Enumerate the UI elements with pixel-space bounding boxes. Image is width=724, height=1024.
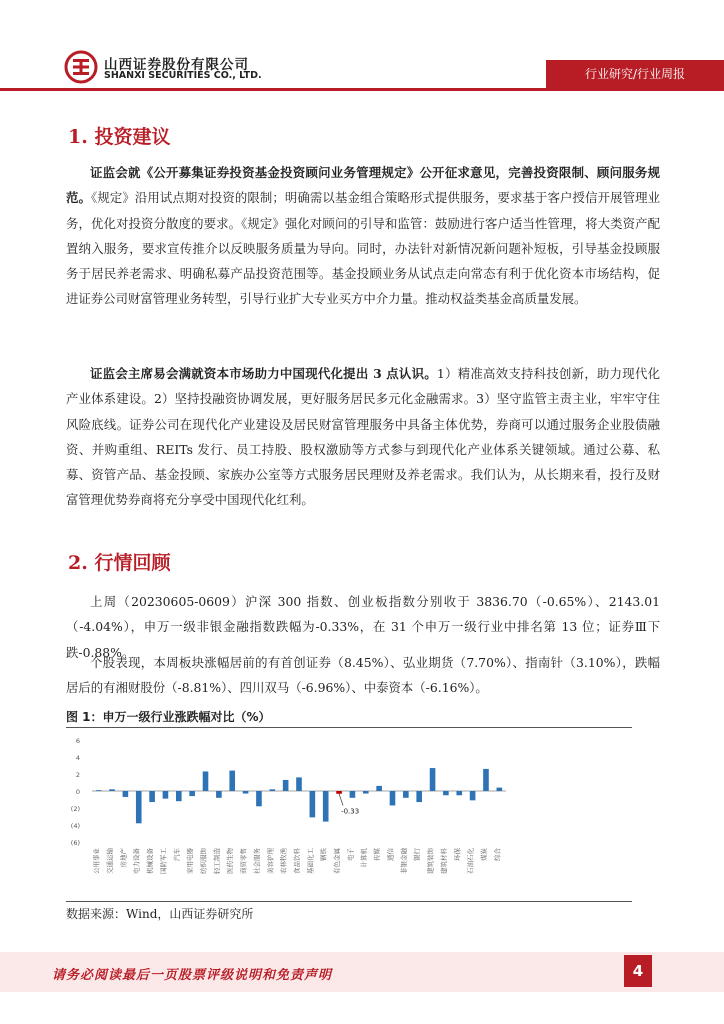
y-tick-label: (2)	[70, 805, 80, 813]
y-tick-label: (4)	[70, 822, 80, 830]
bar-石油石化	[470, 791, 476, 800]
y-tick-label: (6)	[70, 839, 80, 847]
section-heading-market-review: 2. 行情回顾	[68, 552, 171, 574]
bar-电子	[350, 791, 356, 798]
bar-食品饮料	[296, 777, 302, 791]
bar-家用电器	[189, 791, 195, 796]
x-tick-label: 房地产	[119, 848, 128, 868]
header-divider	[0, 88, 724, 91]
x-tick-label: 银行	[413, 848, 422, 861]
x-tick-label: 钢铁	[319, 848, 328, 861]
x-tick-label: 煤炭	[479, 848, 488, 861]
x-tick-label: 美容护理	[266, 848, 275, 874]
x-tick-label: 家用电器	[186, 848, 195, 874]
y-tick-label: 4	[75, 754, 80, 762]
bar-纺织服饰	[203, 771, 209, 791]
company-logo-icon	[64, 50, 98, 84]
bar-汽车	[176, 791, 182, 801]
paragraph-stock-performance: 个股表现，本周板块涨幅居前的有首创证券（8.45%）、弘业期货（7.70%）、指南针（3.10%），跌幅居后的有湘财股份（-8.81%）、四川双马（-6.96%）、中泰资本（-6.16%）。	[66, 655, 660, 696]
x-tick-label: 公用事业	[92, 848, 101, 874]
bar-轻工制造	[216, 791, 222, 798]
report-type-label: 行业研究/行业周报	[546, 60, 724, 88]
bar-公用事业	[96, 790, 102, 791]
paragraph-lead: 证监会主席易会满就资本市场助力中国现代化提出 3 点认识。	[90, 366, 437, 381]
x-tick-label: 机械设备	[146, 848, 155, 874]
bar-煤炭	[483, 769, 489, 791]
bar-基础化工	[310, 791, 316, 817]
x-tick-label: 农林牧渔	[279, 848, 288, 874]
x-tick-label: 社会服务	[252, 848, 261, 874]
x-tick-label: 通信	[386, 848, 395, 861]
page-number: 4	[624, 955, 652, 987]
x-tick-label: 环保	[453, 848, 462, 861]
paragraph-index-review: 上周（20230605-0609）沪深 300 指数、创业板指数分别收于 3836.70（-0.65%）、2143.01（-4.04%），申万一级非银金融指数跌幅为-0.33%，在 31 个申万一级行业中排名第 13 位；证券Ⅲ下跌-0.88%。	[66, 594, 660, 660]
company-name-en: SHANXI SECURITIES CO., LTD.	[104, 70, 262, 81]
x-tick-label: 轻工制造	[212, 848, 221, 874]
bar-医药生物	[229, 771, 235, 791]
disclaimer-notice: 请务必阅读最后一页股票评级说明和免责声明	[52, 968, 333, 983]
page-header	[0, 0, 724, 90]
y-tick-label: 6	[75, 737, 80, 745]
x-tick-label: 商贸零售	[239, 848, 248, 874]
x-tick-label: 石油石化	[466, 848, 475, 874]
paragraph-lead: 证监会就《公开募集证券投资基金投资顾问业务管理规定》公开征求意见，完善投资限制、顾问服务规范。	[66, 165, 660, 206]
bar-钢铁	[323, 791, 329, 822]
x-tick-label: 综合	[493, 848, 502, 861]
bar-非银金融	[403, 791, 409, 798]
bar-电力设备	[136, 791, 142, 823]
x-tick-label: 非银金融	[399, 848, 408, 874]
bar-环保	[456, 791, 462, 795]
x-tick-label: 食品饮料	[293, 848, 301, 874]
x-tick-label: 国防军工	[159, 848, 168, 874]
x-tick-label: 建筑装饰	[426, 848, 435, 874]
paragraph-body: 《规定》沿用试点期对投资的限制；明确需以基金组合策略形式提供服务，要求基于客户授信开展管理业务，优化对投资分散度的要求。《规定》强化对顾问的引导和监管：鼓励进行客户适当性管理，将大类资产配置纳入服务，要求宣传推介以反映服务质量为导向。同时，办法针对新情况新问题补短板，引导基金投顾服务于居民养老需求、明确私募产品投资范围等。基金投顾业务从试点走向常态有利于优化资本市场结构，促进证券公司财富管理业务转型，引导行业扩大专业买方中介力量。推动权益类基金高质量发展。	[66, 190, 660, 307]
x-tick-label: 电力设备	[132, 848, 141, 874]
figure-top-rule	[66, 727, 632, 728]
bar-建筑材料	[443, 791, 449, 795]
data-label-highlight: -0.33	[341, 807, 360, 816]
x-tick-label: 交通运输	[106, 848, 115, 874]
bar-国防军工	[163, 791, 169, 799]
bar-计算机	[363, 791, 369, 794]
section-heading-investment: 1. 投资建议	[68, 126, 171, 148]
bar-通信	[390, 791, 396, 805]
y-tick-label: 0	[75, 788, 80, 796]
x-tick-label: 医药生物	[226, 848, 235, 874]
x-tick-label: 建筑材料	[439, 848, 448, 874]
figure-title: 图 1：申万一级行业涨跌幅对比（%）	[66, 710, 271, 724]
x-tick-label: 汽车	[172, 848, 181, 861]
x-tick-label: 电子	[346, 848, 355, 861]
industry-change-bar-chart	[66, 730, 632, 900]
y-tick-label: 2	[75, 771, 80, 779]
x-tick-label: 计算机	[359, 848, 368, 868]
bar-商贸零售	[243, 791, 249, 794]
bar-综合	[497, 788, 503, 791]
paragraph-fund-advisory	[66, 160, 660, 312]
bar-美容护理	[269, 789, 275, 791]
x-tick-label: 传媒	[373, 848, 382, 861]
bar-传媒	[376, 786, 382, 791]
bar-农林牧渔	[283, 780, 289, 791]
x-tick-label: 有色金属	[333, 848, 342, 874]
paragraph-body: 1）精准高效支持科技创新，助力现代化产业体系建设。2）坚持投融资协调发展，更好服务居民多元化金融需求。3）坚守监管主责主业，牢牢守住风险底线。证券公司在现代化产业建设及居民财富管理服务中具备主体优势，券商可以通过服务企业股债融资、并购重组、REITs 发行、员工持股、股权激励等方式参与到现代化产业体系关键领域。通过公募、私募、资管产品、基金投顾、家族办公室等方式服务居民理财及养老需求。我们认为，从长期来看，投行及财富管理优势券商将充分享受中国现代化红利。	[66, 366, 661, 508]
bar-银行	[416, 791, 422, 802]
company-name-cn: 山西证券股份有限公司	[104, 57, 249, 73]
bar-房地产	[123, 791, 129, 797]
bar-机械设备	[149, 791, 155, 802]
bar-有色金属	[336, 791, 342, 794]
figure-bottom-rule	[66, 901, 632, 902]
bar-社会服务	[256, 791, 262, 806]
data-label-leader	[339, 794, 343, 806]
bar-交通运输	[109, 789, 115, 791]
bar-建筑装饰	[430, 768, 436, 791]
data-source: 数据来源：Wind，山西证券研究所	[66, 907, 254, 921]
paragraph-csrc-chairman	[66, 361, 660, 513]
x-tick-label: 纺织服饰	[199, 848, 208, 874]
x-tick-label: 基础化工	[306, 848, 315, 874]
